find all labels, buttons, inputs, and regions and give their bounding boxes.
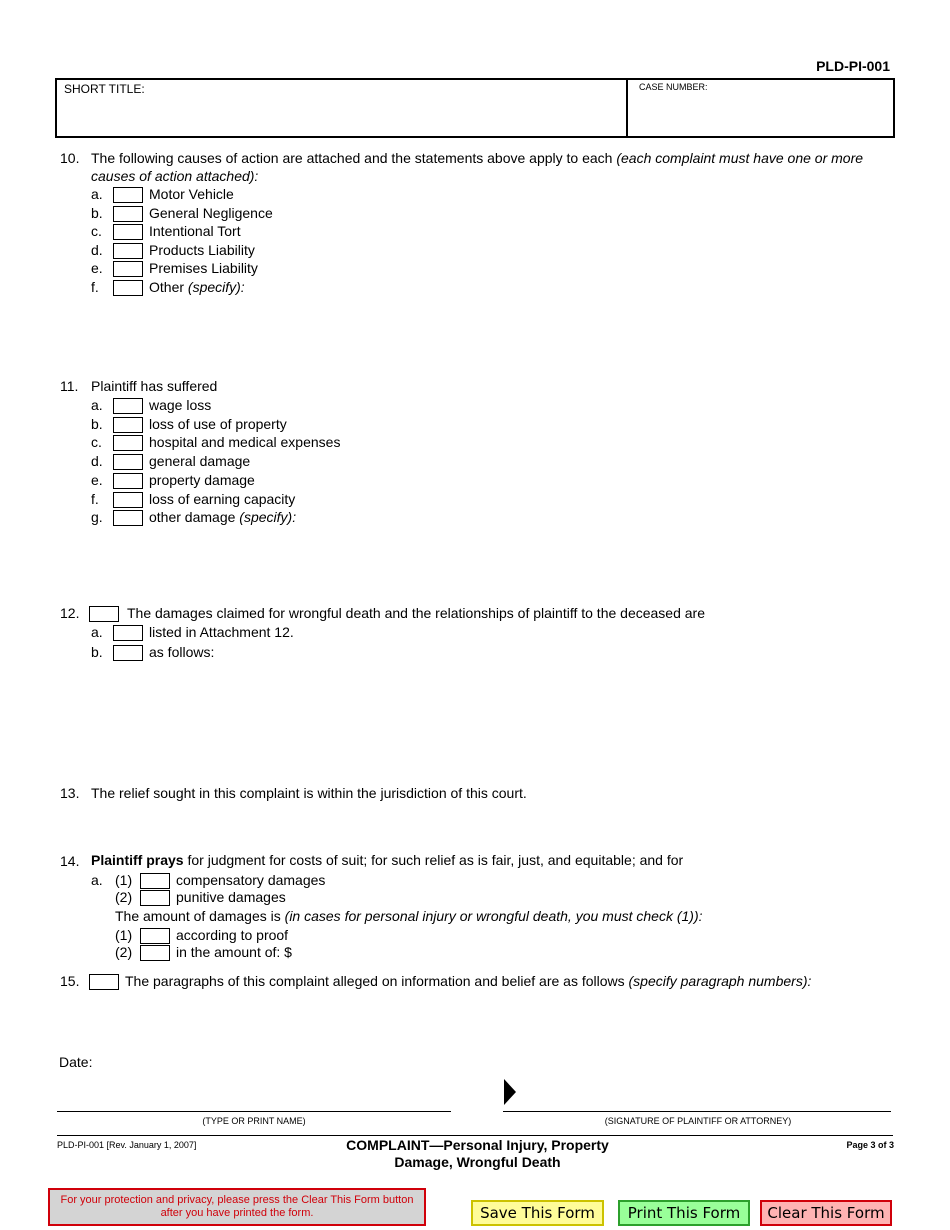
checkbox-property-damage[interactable] [113,473,143,489]
footer-rule [57,1135,893,1136]
privacy-notice: For your protection and privacy, please press the Clear This Form button after you have printed the form. [48,1188,426,1226]
print-form-button[interactable]: Print This Form [618,1200,750,1226]
page-number: Page 3 of 3 [846,1140,894,1150]
checkbox-earning-capacity[interactable] [113,492,143,508]
item15-text: The paragraphs of this complaint alleged on information and belief are as follows (specify paragraph numbers): [125,973,812,989]
checkbox-general-damage[interactable] [113,454,143,470]
item14-b1-number: (1) [115,927,133,943]
checkbox-wrongful-death[interactable] [89,606,119,622]
form-revision: PLD-PI-001 [Rev. January 1, 2007] [57,1140,197,1150]
item13-text: The relief sought in this complaint is within the jurisdiction of this court. [91,785,527,801]
checkbox-general-negligence[interactable] [113,206,143,222]
name-caption: (TYPE OR PRINT NAME) [202,1116,306,1126]
amount-of-damages-text: The amount of damages is (in cases for personal injury or wrongful death, you must check (1)): [115,908,703,924]
item14-number: 14. [60,853,80,869]
signature-arrow-icon [504,1079,516,1105]
punitive-damages-label: punitive damages [176,889,286,905]
item14-b2-number: (2) [115,944,133,960]
according-to-proof-label: according to proof [176,927,289,943]
checkbox-motor-vehicle[interactable] [113,187,143,203]
item10-number: 10. [60,150,80,166]
date-label: Date: [59,1054,93,1070]
checkbox-products-liability[interactable] [113,243,143,259]
save-form-button[interactable]: Save This Form [471,1200,604,1226]
compensatory-damages-label: compensatory damages [176,872,326,888]
checkbox-amount-of[interactable] [140,945,170,961]
form-id: PLD-PI-001 [816,58,890,74]
item11-number: 11. [60,378,79,394]
caption-divider [626,80,628,136]
checkbox-punitive-damages[interactable] [140,890,170,906]
checkbox-loss-of-use[interactable] [113,417,143,433]
checkbox-information-belief[interactable] [89,974,119,990]
checkbox-other[interactable] [113,280,143,296]
item14-a2-number: (2) [115,889,133,905]
signature-caption: (SIGNATURE OF PLAINTIFF OR ATTORNEY) [604,1116,792,1126]
signature-line[interactable] [503,1111,891,1112]
item12-text: The damages claimed for wrongful death and the relationships of plaintiff to the deceased are [127,605,705,621]
short-title-label: SHORT TITLE: [64,82,145,96]
caption-box [55,78,895,138]
clear-form-button[interactable]: Clear This Form [760,1200,892,1226]
checkbox-as-follows[interactable] [113,645,143,661]
item12-number: 12. [60,605,80,621]
item14-a-letter: a. [91,872,103,888]
item10-text-cont: causes of action attached): [91,168,259,184]
form-title: COMPLAINT—Personal Injury, Property Damage, Wrongful Death [346,1137,609,1170]
checkbox-other-damage[interactable] [113,510,143,526]
name-line[interactable] [57,1111,451,1112]
amount-of-label: in the amount of: $ [176,944,292,960]
checkbox-according-to-proof[interactable] [140,928,170,944]
checkbox-premises-liability[interactable] [113,261,143,277]
checkbox-medical-expenses[interactable] [113,435,143,451]
item10-text: The following causes of action are attached and the statements above apply to each (each complaint must have one or more [91,150,864,166]
case-number-label: CASE NUMBER: [639,82,708,92]
item11-text: Plaintiff has suffered [91,378,218,394]
item13-number: 13. [60,785,80,801]
item14-text: Plaintiff prays for judgment for costs of suit; for such relief as is fair, just, and equitable; and for [91,852,684,868]
checkbox-wage-loss[interactable] [113,398,143,414]
item15-number: 15. [60,973,80,989]
checkbox-attachment-12[interactable] [113,625,143,641]
item14-a1-number: (1) [115,872,133,888]
checkbox-compensatory-damages[interactable] [140,873,170,889]
checkbox-intentional-tort[interactable] [113,224,143,240]
